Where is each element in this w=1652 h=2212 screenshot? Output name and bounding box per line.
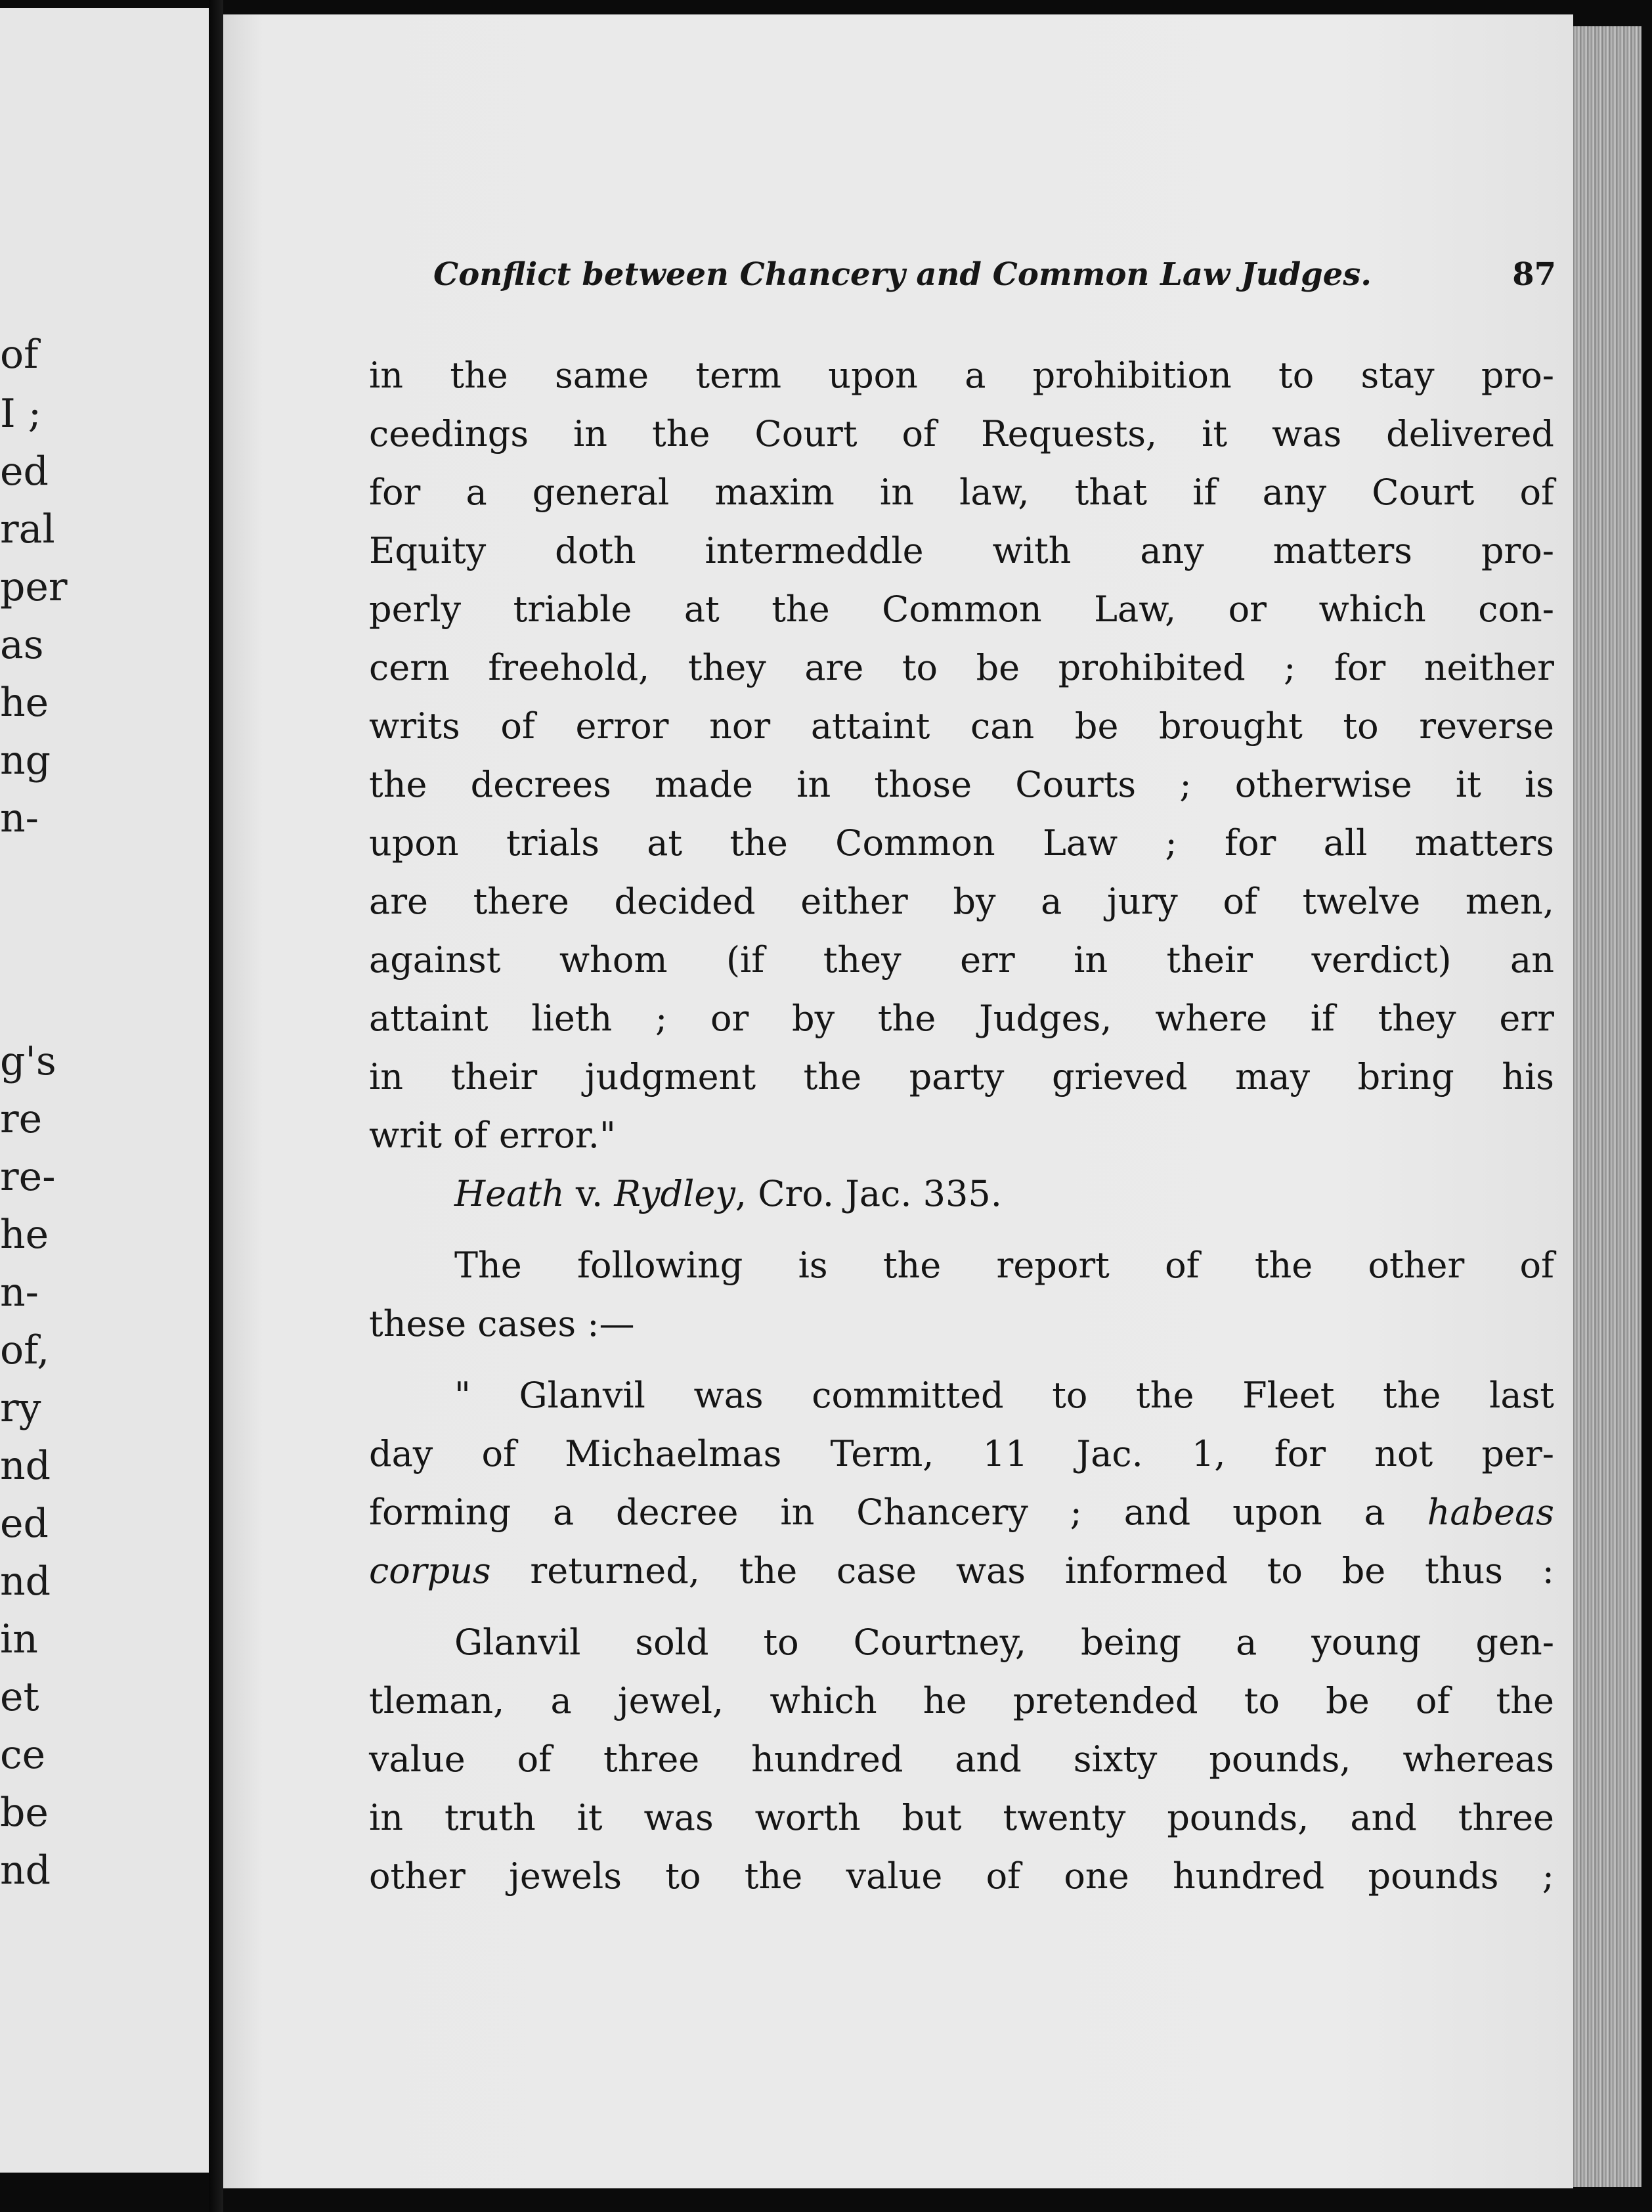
- facing-page-fragment: et: [0, 1674, 39, 1720]
- facing-page-fragment: he: [0, 1212, 49, 1258]
- facing-page-fragment: as: [0, 622, 44, 668]
- page-number: 87: [1512, 256, 1556, 293]
- text-line: value of three hundred and sixty pounds, whereas: [369, 1738, 1554, 1780]
- facing-page: [0, 8, 209, 2173]
- text-line: upon trials at the Common Law ; for all matters: [369, 822, 1554, 864]
- text-line: perly triable at the Common Law, or which con-: [369, 588, 1554, 630]
- citation-defendant: Rydley: [614, 1173, 735, 1214]
- facing-page-fragment: I ;: [0, 391, 41, 437]
- citation-reference: , Cro. Jac. 335.: [735, 1173, 1002, 1214]
- text-line: writ of error.": [369, 1115, 616, 1156]
- text-span: returned, the case was informed to be thus :: [490, 1550, 1554, 1591]
- running-head: [433, 256, 1556, 293]
- text-line: Equity doth intermeddle with any matters pro-: [369, 530, 1554, 571]
- facing-page-fragment: nd: [0, 1847, 51, 1893]
- text-line: tleman, a jewel, which he pretended to be of the: [369, 1680, 1554, 1721]
- facing-page-fragment: n-: [0, 795, 39, 841]
- book-gutter: [209, 0, 223, 2212]
- text-line: in their judgment the party grieved may bring his: [369, 1056, 1554, 1097]
- latin-term: corpus: [369, 1550, 491, 1591]
- facing-page-fragment: nd: [0, 1443, 51, 1489]
- text-line: for a general maxim in law, that if any Court of: [369, 472, 1554, 513]
- facing-page-fragment: he: [0, 680, 49, 726]
- text-line: ceedings in the Court of Requests, it was delivered: [369, 413, 1554, 454]
- facing-page-fragment: per: [0, 564, 68, 610]
- text-line: " Glanvil was committed to the Fleet the last: [454, 1375, 1554, 1416]
- facing-page-fragment: be: [0, 1790, 49, 1836]
- facing-page-fragment: re: [0, 1096, 43, 1142]
- text-line: Glanvil sold to Courtney, being a young gen-: [454, 1622, 1554, 1663]
- paragraph-quote-continuation: [369, 346, 1554, 1164]
- text-line: these cases :—: [369, 1303, 635, 1344]
- facing-page-fragment: ral: [0, 506, 55, 552]
- page-edges: [1563, 26, 1641, 2187]
- text-line: in truth it was worth but twenty pounds, and three: [369, 1797, 1554, 1838]
- citation-versus: v.: [564, 1173, 615, 1214]
- paragraph-glanvil-quote: [369, 1366, 1554, 1600]
- body-text: [369, 346, 1554, 1905]
- facing-page-fragment: ed: [0, 449, 49, 495]
- latin-term: habeas: [1427, 1492, 1554, 1533]
- text-line: cern freehold, they are to be prohibited ; for neither: [369, 647, 1554, 688]
- main-page: [223, 14, 1573, 2188]
- text-line: day of Michaelmas Term, 11 Jac. 1, for not per-: [369, 1433, 1554, 1474]
- facing-page-fragment: ng: [0, 738, 51, 784]
- paragraph-intro: [369, 1236, 1554, 1353]
- facing-page-fragment: g's: [0, 1038, 56, 1084]
- text-line: in the same term upon a prohibition to stay pro-: [369, 355, 1554, 396]
- text-line: The following is the report of the other of: [454, 1245, 1554, 1286]
- text-line: writs of error nor attaint can be brought to reverse: [369, 705, 1554, 747]
- facing-page-fragment: ry: [0, 1385, 41, 1431]
- text-line: other jewels to the value of one hundred pounds ;: [369, 1855, 1554, 1897]
- text-line: the decrees made in those Courts ; otherwise it is: [369, 764, 1554, 805]
- facing-page-fragment: of,: [0, 1327, 50, 1373]
- paragraph-glanvil-sold: [369, 1613, 1554, 1905]
- running-head-title: Conflict between Chancery and Common Law Judges.: [433, 256, 1372, 293]
- text-line: [369, 1541, 1554, 1600]
- facing-page-fragment: ce: [0, 1732, 46, 1778]
- facing-page-fragment: ed: [0, 1501, 49, 1547]
- facing-page-fragment: n-: [0, 1270, 39, 1316]
- text-span: forming a decree in Chancery ; and upon a: [369, 1492, 1427, 1533]
- citation-plaintiff: Heath: [454, 1173, 565, 1214]
- text-line: [369, 1483, 1554, 1541]
- case-citation: [369, 1164, 1554, 1223]
- facing-page-fragment: in: [0, 1616, 38, 1662]
- text-line: are there decided either by a jury of twelve men,: [369, 881, 1554, 922]
- text-line: against whom (if they err in their verdict) an: [369, 939, 1554, 981]
- text-line: attaint lieth ; or by the Judges, where if they err: [369, 998, 1554, 1039]
- facing-page-fragment: nd: [0, 1559, 51, 1604]
- facing-page-fragment: re-: [0, 1154, 56, 1200]
- facing-page-fragment: of: [0, 332, 39, 378]
